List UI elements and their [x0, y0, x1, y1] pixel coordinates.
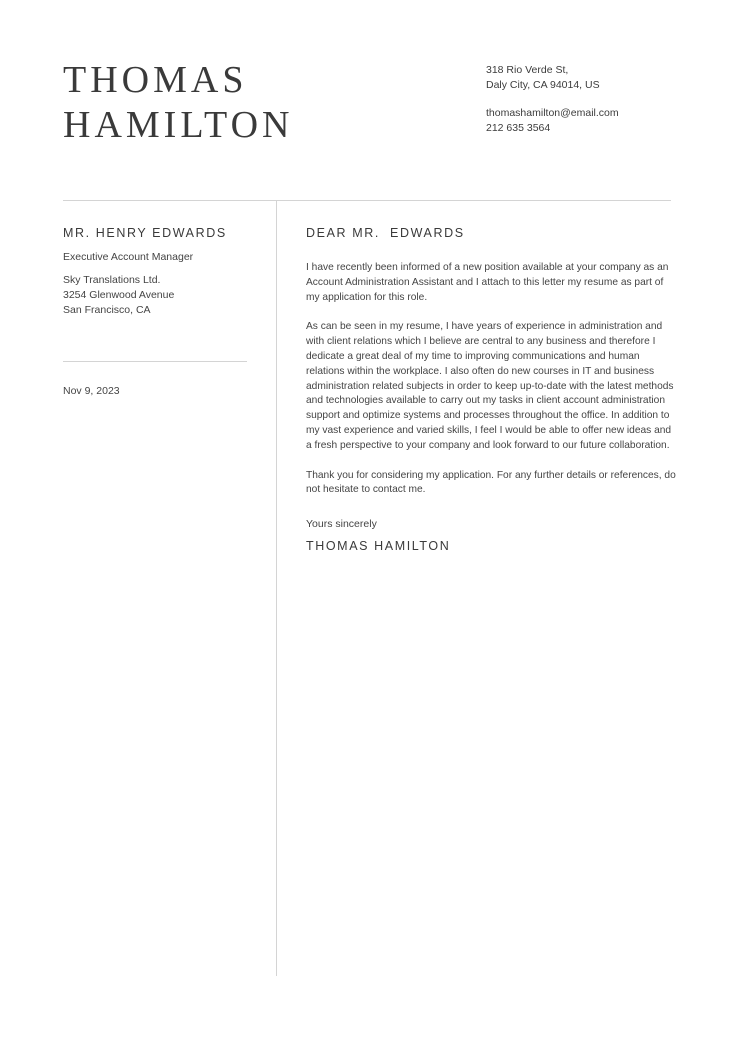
- recipient-name: MR. HENRY EDWARDS: [63, 226, 227, 240]
- top-divider: [63, 200, 671, 201]
- recipient-street: 3254 Glenwood Avenue: [63, 289, 175, 301]
- salutation: DEAR MR. EDWARDS: [306, 226, 465, 240]
- recipient-city: San Francisco, CA: [63, 304, 151, 316]
- address-line-1: 318 Rio Verde St,: [486, 64, 569, 76]
- sender-last-name: HAMILTON: [63, 104, 294, 146]
- letter-date: Nov 9, 2023: [63, 385, 120, 397]
- recipient-company: Sky Translations Ltd.: [63, 274, 161, 286]
- sender-contact: [486, 63, 619, 135]
- recipient-title: Executive Account Manager: [63, 251, 194, 263]
- phone: 212 635 3564: [486, 121, 551, 134]
- closing: Yours sincerely: [306, 518, 377, 530]
- address-line-2: Daly City, CA 94014, US: [486, 78, 600, 91]
- signature: THOMAS HAMILTON: [306, 539, 451, 553]
- paragraph-1: I have recently been informed of a new position available at your company as an Account Administration Assistant and I attach to this letter my resume as part of my application for this role.: [306, 262, 669, 303]
- paragraph-2: As can be seen in my resume, I have years of experience in administration and with client relations which I believe are central to any business and therefore I dedicate a great deal of my time to improving communications and human relations within the workplace. I also often do new courses in IT and business administration related subjects in order to keep up-to-date with the latest methods and technologies available to carry out my tasks in client account administration support and optimize systems and processes throughout the office. In addition to my vast experience and varied skills, I feel I would be able to offer new ideas and a fresh perspective to your company and look forward to our future collaboration.: [306, 321, 674, 451]
- column-divider: [276, 200, 277, 976]
- letter-body: [306, 261, 676, 513]
- contact-spacer: [486, 92, 619, 106]
- sender-first-name: THOMAS: [63, 59, 248, 101]
- recipient-address: [63, 273, 174, 318]
- sender-name: [63, 58, 293, 148]
- paragraph-3: Thank you for considering my application. For any further details or references, do not hesitate to contact me.: [306, 469, 676, 496]
- email: thomashamilton@email.com: [486, 107, 619, 119]
- left-divider: [63, 361, 247, 362]
